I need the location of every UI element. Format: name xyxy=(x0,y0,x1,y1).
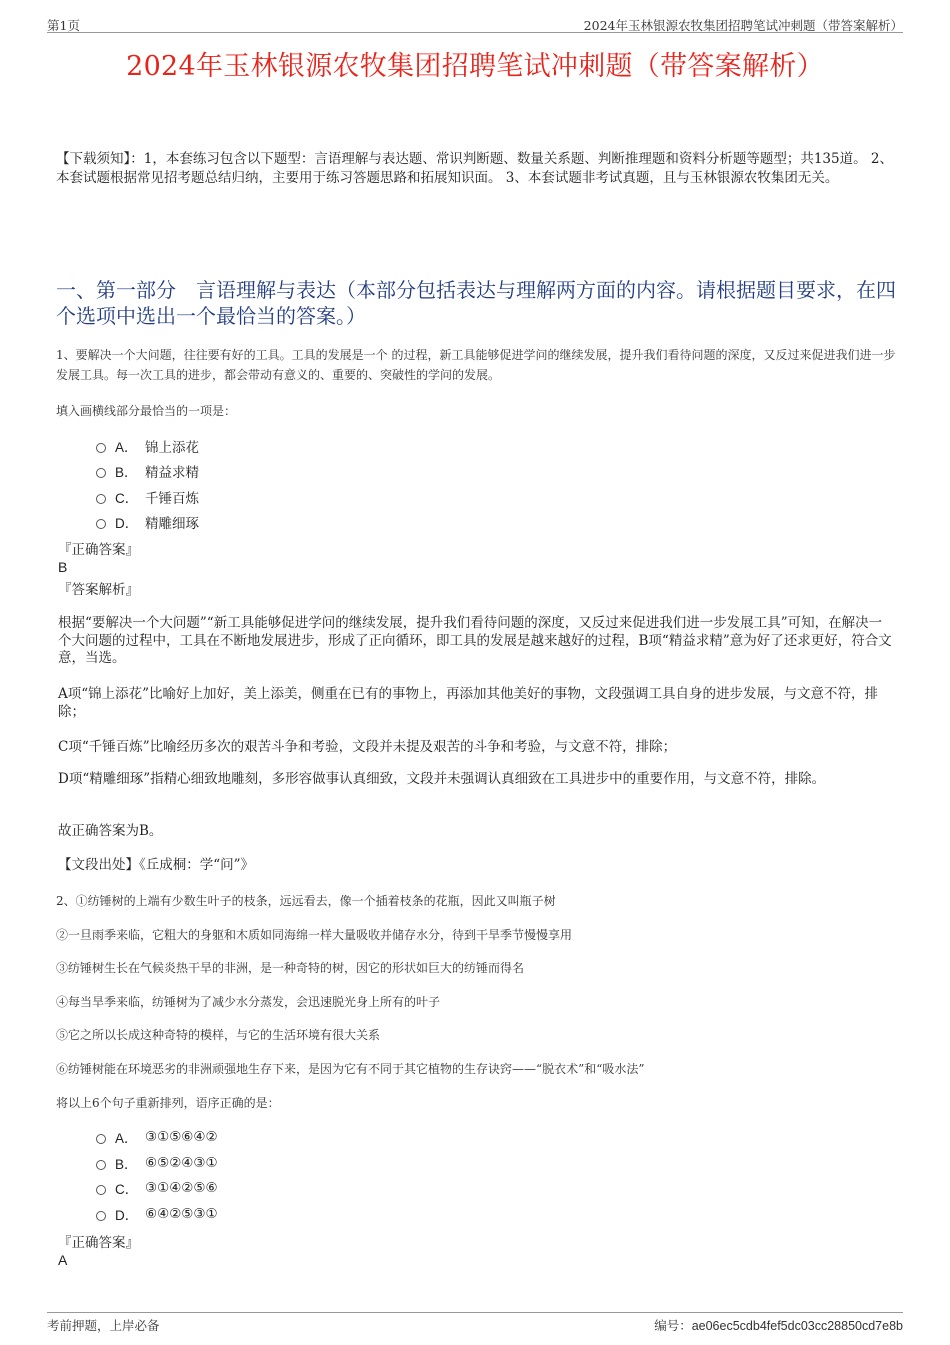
radio-icon[interactable] xyxy=(96,1185,106,1195)
question-1-option-a[interactable] xyxy=(96,437,199,455)
page-header xyxy=(47,14,903,33)
option-text: 精益求精 xyxy=(145,465,199,481)
question-1-option-b[interactable] xyxy=(96,462,199,480)
option-letter: D． xyxy=(115,516,139,531)
code-value: ae06ec5cdb4fef5dc03cc28850cd7e8b xyxy=(691,1319,903,1333)
question-1-option-d[interactable] xyxy=(96,513,199,531)
page-footer xyxy=(47,1312,903,1334)
header-doc-title: 2024年玉林银源农牧集团招聘笔试冲刺题（带答案解析） xyxy=(583,18,903,33)
option-letter: B． xyxy=(115,1157,138,1172)
question-2-answer-label: 『正确答案』 xyxy=(58,1235,139,1251)
option-text: 千锤百炼 xyxy=(145,491,199,507)
option-text: ③①⑤⑥④② xyxy=(145,1129,218,1145)
question-2-prompt: 将以上6个句子重新排列，语序正确的是： xyxy=(56,1096,280,1110)
document-title: 2024年玉林银源农牧集团招聘笔试冲刺题（带答案解析） xyxy=(126,51,824,82)
option-text: 精雕细琢 xyxy=(145,516,199,532)
question-2-answer: A xyxy=(58,1252,68,1268)
section-heading: 一、第一部分 言语理解与表达（本部分包括表达与理解两方面的内容。请根据题目要求，在四个选项中选出一个最恰当的答案。） xyxy=(56,278,896,328)
question-2-sentence: ②一旦雨季来临，它粗大的身躯和木质如同海绵一样大量吸收并储存水分，待到干旱季节慢慢享用 xyxy=(56,928,573,942)
question-2-sentence: ④每当旱季来临，纺锤树为了减少水分蒸发，会迅速脱光身上所有的叶子 xyxy=(56,995,441,1009)
question-2-sentence: ③纺锤树生长在气候炎热干旱的非洲，是一种奇特的树，因它的形状如巨大的纺锤而得名 xyxy=(56,961,525,975)
radio-icon[interactable] xyxy=(96,1160,106,1170)
radio-icon[interactable] xyxy=(96,468,106,478)
option-text: ③①④②⑤⑥ xyxy=(145,1180,218,1196)
question-1-answer-label: 『正确答案』 xyxy=(58,542,139,558)
radio-icon[interactable] xyxy=(96,443,106,453)
option-text: ⑥④②⑤③① xyxy=(145,1206,218,1222)
option-text: 锦上添花 xyxy=(145,440,199,456)
analysis-paragraph: D项“精雕细琢”指精心细致地雕刻，多形容做事认真细致，文段并未强调认真细致在工具进步中的重要作用，与文意不符，排除。 xyxy=(58,771,826,787)
analysis-paragraph: C项“千锤百炼”比喻经历多次的艰苦斗争和考验，文段并未提及艰苦的斗争和考验，与文意不符，排除； xyxy=(58,739,677,755)
question-1-answer: B xyxy=(58,559,68,575)
option-letter: C． xyxy=(115,1182,139,1197)
document-code xyxy=(654,1316,903,1334)
question-2-option-a[interactable] xyxy=(96,1128,218,1146)
question-2-option-b[interactable] xyxy=(96,1154,218,1172)
radio-icon[interactable] xyxy=(96,494,106,504)
source-citation: 【文段出处】《丘成桐：学“问”》 xyxy=(58,857,255,873)
option-letter: C． xyxy=(115,491,139,506)
option-letter: B． xyxy=(115,465,138,480)
question-1-prompt: 填入画横线部分最恰当的一项是： xyxy=(56,404,237,418)
page-number: 第1页 xyxy=(47,18,80,33)
option-letter: A． xyxy=(115,1131,138,1146)
radio-icon[interactable] xyxy=(96,519,106,529)
radio-icon[interactable] xyxy=(96,1134,106,1144)
question-2-option-d[interactable] xyxy=(96,1205,218,1223)
analysis-paragraph: A项“锦上添花”比喻好上加好，美上添美，侧重在已有的事物上，再添加其他美好的事物，文段强调工具自身的进步发展，与文意不符，排除； xyxy=(58,686,879,720)
option-text: ⑥⑤②④③① xyxy=(145,1155,218,1171)
footer-slogan: 考前押题，上岸必备 xyxy=(47,1318,160,1333)
download-notice: 【下载须知】：1，本套练习包含以下题型：言语理解与表达题、常识判断题、数量关系题、判断推理题和资料分析题等题型；共135道。 2、本套试题根据常见招考题总结归纳，主要用于练习答题思路和拓展知识面。 3、本套试题非考试真题，且与玉林银源农牧集团无关。 xyxy=(56,151,893,186)
code-label: 编号： xyxy=(654,1318,692,1333)
option-letter: A． xyxy=(115,440,138,455)
question-2-option-c[interactable] xyxy=(96,1179,218,1197)
question-2-sentence: ⑥纺锤树能在环境恶劣的非洲顽强地生存下来，是因为它有不同于其它植物的生存诀窍——“脱衣术”和“吸水法” xyxy=(56,1062,645,1076)
question-2-sentence: 2、①纺锤树的上端有少数生叶子的枝条，远远看去，像一个插着枝条的花瓶，因此又叫瓶子树 xyxy=(56,894,556,908)
question-1-analysis-label: 『答案解析』 xyxy=(58,582,139,598)
question-1-option-c[interactable] xyxy=(96,488,199,506)
option-letter: D． xyxy=(115,1208,139,1223)
analysis-paragraph: 故正确答案为B。 xyxy=(58,823,163,839)
question-2-sentence: ⑤它之所以长成这种奇特的模样，与它的生活环境有很大关系 xyxy=(56,1028,381,1042)
question-1-stem: 1、要解决一个大问题，往往要有好的工具。工具的发展是一个 的过程，新工具能够促进学问的继续发展，提升我们看待问题的深度，又反过来促进我们进一步发展工具。每一次工具的进步，都会带动有意义的、重要的、突破性的学问的发展。 xyxy=(56,348,896,382)
analysis-paragraph: 根据“要解决一个大问题”“新工具能够促进学问的继续发展，提升我们看待问题的深度，又反过来促进我们进一步发展工具”可知，在解决一个大问题的过程中，工具在不断地发展进步，形成了正向循环，即工具的发展是越来越好的过程，B项“精益求精”意为好了还求更好，符合文意，当选。 xyxy=(58,615,892,666)
radio-icon[interactable] xyxy=(96,1211,106,1221)
